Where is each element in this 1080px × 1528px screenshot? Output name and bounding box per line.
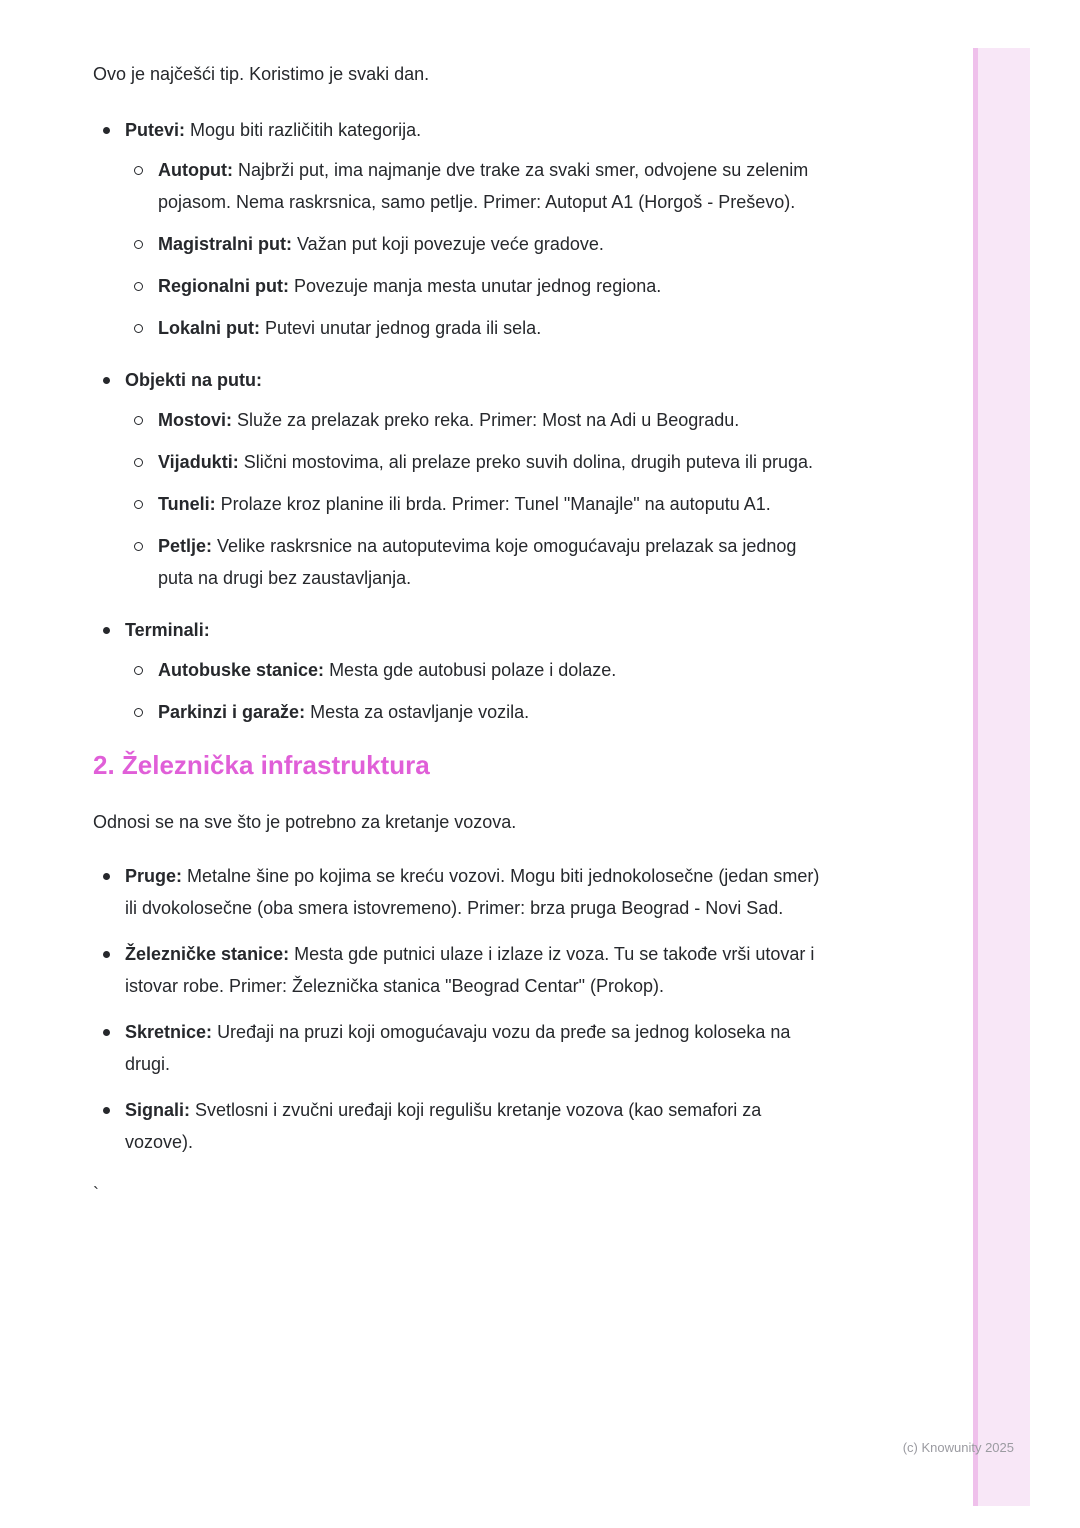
item-description: Prolaze kroz planine ili brda. Primer: Tunel "Manajle" na autoputu A1. [220,494,771,514]
item-text [125,114,825,146]
item-description: Velike raskrsnice na autoputevima koje omogućavaju prelazak sa jednog puta na drugi bez zaustavljanja. [158,536,797,588]
sub-list-item [125,654,825,686]
intro-paragraph: Ovo je najčešći tip. Koristimo je svaki dan. [93,64,430,84]
list-item-putevi [93,114,825,344]
item-term: Železničke stanice: [125,944,290,964]
item-description: Mesta za ostavljanje vozila. [310,702,530,722]
list-item-body [125,364,825,594]
item-text [158,312,541,344]
item-text [158,654,616,686]
circle-bullet-icon [134,500,143,509]
list-item-body [125,938,825,1002]
sub-list-item [125,312,825,344]
content-area [93,58,825,1210]
item-description: Mesta gde autobusi polaze i dolaze. [329,660,617,680]
item-text [158,404,739,436]
bullet-icon [103,1029,110,1036]
bullet-icon [103,951,110,958]
item-term: Skretnice: [125,1022,213,1042]
list-item-body [125,114,825,344]
list-item-signali [93,1094,825,1158]
bullet-icon [103,377,110,384]
item-term: Terminali: [125,620,210,640]
circle-bullet-icon [134,458,143,467]
item-text [158,154,825,218]
list-item-skretnice [93,1016,825,1080]
list-item-body [125,1094,825,1158]
bullet-icon [103,627,110,634]
section-heading-railway: 2. Železnička infrastruktura [93,750,430,780]
list-item-zeleznicke-stanice [93,938,825,1002]
circle-bullet-icon [134,240,143,249]
sub-list-item [125,154,825,218]
item-description: Putevi unutar jednog grada ili sela. [265,318,542,338]
item-description: Služe za prelazak preko reka. Primer: Most na Adi u Beogradu. [237,410,740,430]
page-edge-decoration [973,48,1030,1506]
item-term: Magistralni put: [158,234,292,254]
circle-bullet-icon [134,282,143,291]
item-text [125,1094,825,1158]
item-text [158,270,661,302]
item-description: Mogu biti različitih kategorija. [190,120,422,140]
sub-list-item [125,530,825,594]
circle-bullet-icon [134,166,143,175]
item-term: Pruge: [125,866,183,886]
sub-list-item [125,404,825,436]
item-term: Mostovi: [158,410,232,430]
item-text [158,696,529,728]
item-description: Metalne šine po kojima se kreću vozovi. Mogu biti jednokolosečne (jedan smer) ili dvokolosečne (oba smera istovremeno). Primer: brza pruga Beograd - Novi Sad. [125,866,820,918]
item-description: Uređaji na pruzi koji omogućavaju vozu da pređe sa jednog koloseka na drugi. [125,1022,791,1074]
item-term: Petlje: [158,536,213,556]
item-description: Slični mostovima, ali prelaze preko suvih dolina, drugih puteva ili pruga. [243,452,813,472]
section-intro-paragraph: Odnosi se na sve što je potrebno za kretanje vozova. [93,812,517,832]
item-term: Tuneli: [158,494,216,514]
sub-list-objekti [125,404,825,594]
item-description: Svetlosni i zvučni uređaji koji regulišu kretanje vozova (kao semafori za vozove). [125,1100,762,1152]
list-item-pruge [93,860,825,924]
sub-list-item [125,228,825,260]
circle-bullet-icon [134,666,143,675]
item-term: Signali: [125,1100,191,1120]
sub-list-item [125,696,825,728]
circle-bullet-icon [134,324,143,333]
stray-character: ` [93,1184,99,1204]
list-item-body [125,614,825,728]
item-text [158,488,771,520]
item-description: Povezuje manja mesta unutar jednog regiona. [294,276,662,296]
item-term: Lokalni put: [158,318,260,338]
item-description: Važan put koji povezuje veće gradove. [297,234,604,254]
list-item-body [125,860,825,924]
item-term: Autobuske stanice: [158,660,325,680]
road-infrastructure-list [93,114,825,728]
item-text [158,446,813,478]
item-text [125,614,825,646]
item-description: Najbrži put, ima najmanje dve trake za svaki smer, odvojene su zelenim pojasom. Nema raskrsnica, samo petlje. Primer: Autoput A1 (Horgoš - Preševo). [158,160,809,212]
circle-bullet-icon [134,416,143,425]
list-item-objekti [93,364,825,594]
circle-bullet-icon [134,708,143,717]
item-text [125,364,825,396]
watermark-text: (c) Knowunity 2025 [902,1440,1014,1455]
list-item-body [125,1016,825,1080]
item-term: Parkinzi i garaže: [158,702,306,722]
bullet-icon [103,873,110,880]
item-text [158,530,825,594]
item-term: Vijadukti: [158,452,239,472]
item-text [125,938,825,1002]
railway-infrastructure-list [93,860,825,1158]
item-term: Autoput: [158,160,233,180]
item-description: Mesta gde putnici ulaze i izlaze iz voza. Tu se takođe vrši utovar i istovar robe. Primer: Železnička stanica "Beograd Centar" (Prokop). [125,944,815,996]
sub-list-terminali [125,654,825,728]
item-text [125,1016,825,1080]
sub-list-item [125,446,825,478]
bullet-icon [103,127,110,134]
item-text [158,228,604,260]
bullet-icon [103,1107,110,1114]
circle-bullet-icon [134,542,143,551]
item-term: Objekti na putu: [125,370,262,390]
item-term: Putevi: [125,120,186,140]
sub-list-putevi [125,154,825,344]
item-term: Regionalni put: [158,276,289,296]
sub-list-item [125,270,825,302]
list-item-terminali [93,614,825,728]
sub-list-item [125,488,825,520]
item-text [125,860,825,924]
